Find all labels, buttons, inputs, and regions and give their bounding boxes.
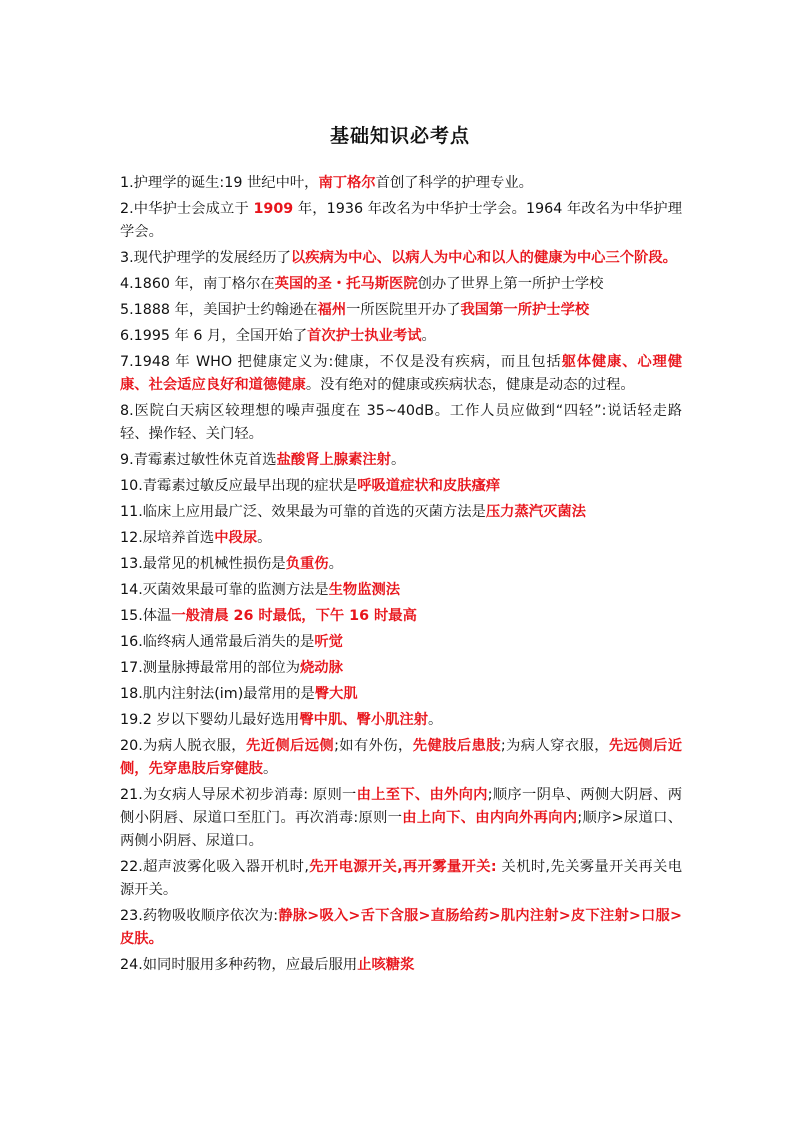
item-text: 一所医院里开办了 <box>346 302 461 318</box>
item-text: 10.青霉素过敏反应最早出现的症状是 <box>120 478 358 494</box>
knowledge-item <box>120 631 682 654</box>
knowledge-item <box>120 400 682 446</box>
item-text: 12.尿培养首选 <box>120 530 215 546</box>
highlighted-text: 静脉>吸入>舌下含服>直肠给药>肌内注射>皮下注射>口服>皮肤。 <box>120 908 682 947</box>
highlighted-text: 先健肢后患肢 <box>412 738 501 754</box>
highlighted-text: 呼吸道症状和皮肤瘙痒 <box>357 478 501 494</box>
knowledge-item <box>120 657 682 680</box>
knowledge-item <box>120 475 682 498</box>
item-text: 7.1948 年 WHO 把健康定义为:健康，不仅是没有疾病，而且包括 <box>120 354 562 370</box>
item-text: 首创了科学的护理专业。 <box>375 175 533 191</box>
item-text: 。没有绝对的健康或疾病状态，健康是动态的过程。 <box>305 377 635 393</box>
highlighted-text: 福州 <box>317 302 347 318</box>
item-text: 年，1936 年改名为中华护士学会。1964 年改名为中华护理学会。 <box>120 201 682 240</box>
knowledge-item <box>120 273 682 296</box>
highlighted-text: 以疾病为中心、以病人为中心和以人的健康为中心三个阶段。 <box>290 250 677 266</box>
item-text: 5.1888 年，美国护士约翰逊在 <box>120 302 318 318</box>
item-text: 23.药物吸收顺序依次为: <box>120 908 279 924</box>
highlighted-text: 1909 <box>253 201 294 217</box>
knowledge-item <box>120 579 682 602</box>
item-text: 18.肌内注射法(im)最常用的是 <box>120 686 315 702</box>
knowledge-list <box>120 172 682 980</box>
highlighted-text: 由上向下、由内向外再向内 <box>402 810 578 826</box>
knowledge-item <box>120 709 682 732</box>
knowledge-item <box>120 351 682 397</box>
item-text: 14.灭菌效果最可靠的监测方法是 <box>120 582 329 598</box>
item-text: 2.中华护士会成立于 <box>120 201 254 217</box>
item-text: 21.为女病人导尿术初步消毒: 原则一 <box>120 787 357 803</box>
item-text: 。 <box>262 761 278 777</box>
item-text: 4.1860 年，南丁格尔在 <box>120 276 275 292</box>
item-text: 。 <box>390 452 406 468</box>
item-text: 6.1995 年 6 月，全国开始了 <box>120 328 308 344</box>
knowledge-item <box>120 605 682 628</box>
item-text: 。 <box>257 530 272 546</box>
highlighted-text: 南丁格尔 <box>318 175 376 191</box>
highlighted-text: 首次护士执业考试 <box>307 328 422 344</box>
highlighted-text: 躯体健康、心理健康、社会适应良好和道德健康 <box>120 354 682 393</box>
knowledge-item <box>120 325 682 348</box>
item-text: 19.2 岁以下婴幼儿最好选用 <box>120 712 300 728</box>
highlighted-text: 由上至下、由外向内 <box>356 787 488 803</box>
knowledge-item <box>120 683 682 706</box>
item-text: ;为病人穿衣服， <box>500 738 609 754</box>
highlighted-text: 负重伤 <box>285 556 329 572</box>
highlighted-text: 先近侧后远侧 <box>245 738 335 754</box>
item-text: 20.为病人脱衣服， <box>120 738 246 754</box>
item-text: 15.体温 <box>120 608 172 624</box>
item-text: ;顺序一阴阜、两侧大阴唇、两侧小阴唇、尿道口至肛门。再次消毒:原则一 <box>120 787 682 826</box>
highlighted-text: 我国第一所护士学校 <box>460 302 590 318</box>
knowledge-item <box>120 784 682 853</box>
item-text: 。 <box>328 556 343 572</box>
knowledge-item <box>120 299 682 322</box>
knowledge-item <box>120 856 682 902</box>
item-text: ;如有外伤， <box>334 738 413 754</box>
knowledge-item <box>120 954 682 977</box>
knowledge-item <box>120 527 682 550</box>
highlighted-text: 压力蒸汽灭菌法 <box>485 504 586 520</box>
item-text: 16.临终病人通常最后消失的是 <box>120 634 315 650</box>
knowledge-item <box>120 501 682 524</box>
item-text: 创办了世界上第一所护士学校 <box>417 276 604 292</box>
item-text: 13.最常见的机械性损伤是 <box>120 556 286 572</box>
item-text: 3.现代护理学的发展经历了 <box>120 250 291 266</box>
item-text: 17.测量脉搏最常用的部位为 <box>120 660 301 676</box>
item-text: 1.护理学的诞生:19 世纪中叶， <box>120 175 319 191</box>
knowledge-item <box>120 198 682 244</box>
page-title: 基础知识必考点 <box>329 125 470 147</box>
item-text: 。 <box>421 328 436 344</box>
highlighted-text: 听觉 <box>314 634 343 650</box>
highlighted-text: 中段尿 <box>214 530 258 546</box>
knowledge-item <box>120 449 682 472</box>
item-text: 9.青霉素过敏性休克首选 <box>120 452 277 468</box>
highlighted-text: 烧动脉 <box>300 660 343 676</box>
knowledge-item <box>120 735 682 781</box>
highlighted-text: 生物监测法 <box>328 582 401 598</box>
item-text: 8.医院白天病区较理想的噪声强度在 35~40dB。工作人员应做到“四轻”:说话轻走路轻、操作轻、关门轻。 <box>120 403 682 442</box>
highlighted-text: 一般清晨 26 时最低，下午 16 时最高 <box>171 608 417 624</box>
knowledge-item <box>120 247 682 270</box>
highlighted-text: 先开电源开关,再开雾量开关: <box>308 859 497 875</box>
item-text: 24.如同时服用多种药物，应最后服用 <box>120 957 358 973</box>
highlighted-text: 臀中肌、臀小肌注射 <box>299 712 429 728</box>
item-text: 。 <box>428 712 443 728</box>
item-text: 22.超声波雾化吸入器开机时, <box>120 859 309 875</box>
item-text: 11.临床上应用最广泛、效果最为可靠的首选的灭菌方法是 <box>120 504 486 520</box>
highlighted-text: 止咳糖浆 <box>357 957 415 973</box>
item-text: ;顺序>尿道口、两侧小阴唇、尿道口。 <box>120 810 682 849</box>
knowledge-item <box>120 553 682 576</box>
highlighted-text: 英国的圣・托马斯医院 <box>274 276 418 292</box>
knowledge-item <box>120 172 682 195</box>
item-text: 关机时,先关雾量开关再关电源开关。 <box>120 859 682 898</box>
knowledge-item <box>120 905 682 951</box>
highlighted-text: 先远侧后近侧，先穿患肢后穿健肢 <box>120 738 682 777</box>
highlighted-text: 盐酸肾上腺素注射 <box>276 452 391 468</box>
highlighted-text: 臀大肌 <box>314 686 358 702</box>
